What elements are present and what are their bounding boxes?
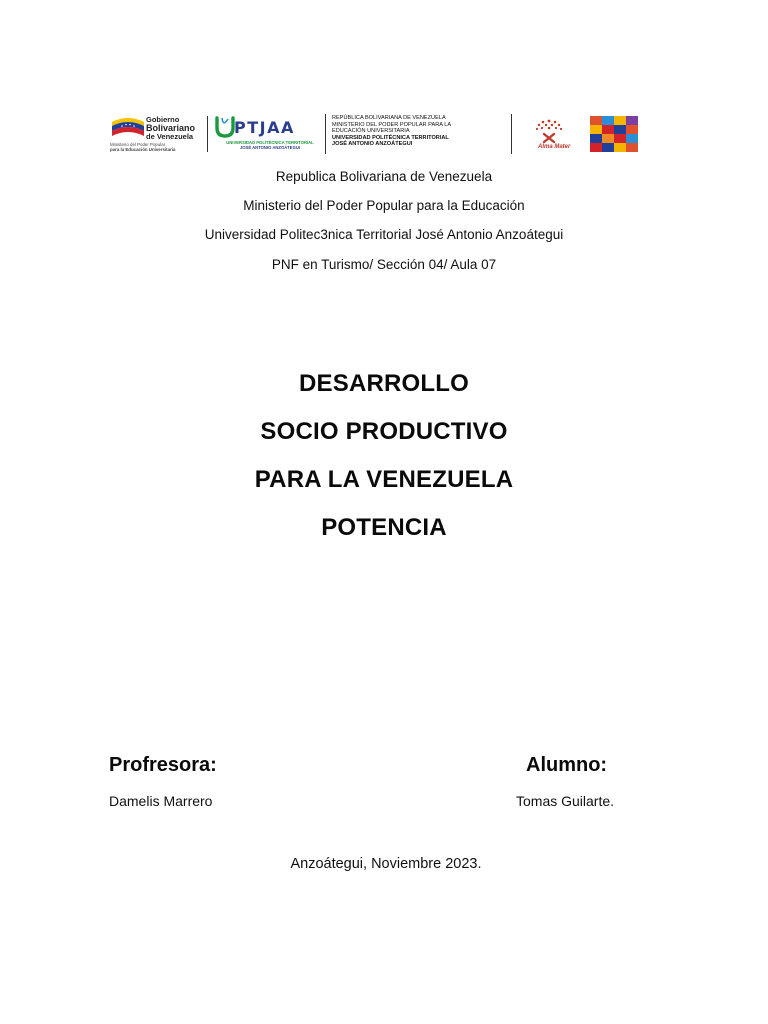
- header-line-ministry: Ministerio del Poder Popular para la Educación: [243, 198, 525, 213]
- colorful-mosaic-logo: [590, 116, 660, 154]
- banner-divider: [325, 114, 326, 154]
- uptjaa-sub-line-1: UNIVERSIDAD POLITÉCNICA TERRITORIAL: [226, 140, 314, 145]
- banner-divider: [207, 116, 208, 152]
- inst-line-1: REPÚBLICA BOLIVARIANA DE VENEZUELA: [332, 115, 446, 121]
- alma-mater-label: Alma Mater: [538, 144, 571, 150]
- uptjaa-u-icon: [214, 115, 236, 139]
- uptjaa-logo: [214, 112, 318, 156]
- header-line-university: Universidad Politec3nica Territorial José Antonio Anzoátegui: [204, 227, 564, 242]
- mosaic-pattern-icon: [590, 116, 650, 152]
- teacher-label: Profresora:: [109, 754, 217, 776]
- inst-line-4: UNIVERSIDAD POLITÉCNICA TERRITORIAL: [332, 134, 449, 141]
- banner-divider: [511, 114, 512, 154]
- teacher-name: Damelis Marrero: [109, 793, 213, 809]
- uptjaa-subtitle: [218, 140, 322, 150]
- uptjaa-sub-line-2: JOSÉ ANTONIO ANZOÁTEGUI: [239, 145, 301, 150]
- place-and-date: Anzoátegui, Noviembre 2023.: [290, 856, 482, 872]
- gobierno-bolivariano-logo: [108, 112, 204, 154]
- title-line-1: DESARROLLO: [299, 370, 469, 397]
- alma-mater-logo: [522, 116, 576, 154]
- gobierno-subtitle: [110, 142, 204, 152]
- student-label: Alumno:: [526, 754, 608, 776]
- title-line-3: PARA LA VENEZUELA: [254, 466, 514, 493]
- gob-title-line-1: Gobierno: [146, 115, 180, 124]
- inst-line-2: MINISTERIO DEL PODER POPULAR PARA LA: [332, 121, 452, 128]
- gob-sub-line-1: Ministerio del Poder Popular: [110, 142, 166, 147]
- student-name: Tomas Guilarte.: [516, 793, 615, 809]
- venezuela-flag-icon: [110, 114, 146, 142]
- inst-line-3: EDUCACIÓN UNIVERSITARIA: [332, 128, 410, 135]
- gobierno-title: [146, 116, 195, 140]
- alma-mater-star-icon: [522, 116, 576, 146]
- title-line-4: POTENCIA: [321, 514, 447, 541]
- institution-text-block: [332, 115, 508, 148]
- header-line-program: PNF en Turismo/ Sección 04/ Aula 07: [271, 257, 497, 272]
- logo-banner: [108, 112, 660, 156]
- gob-title-line-3: de Venezuela: [146, 131, 194, 141]
- mosaic-label: A: [634, 135, 639, 141]
- inst-line-5: JOSÉ ANTONIO ANZOÁTEGUI: [332, 141, 413, 148]
- gob-sub-line-2: para la Educación Universitaria: [110, 147, 176, 152]
- header-line-republic: Republica Bolivariana de Venezuela: [275, 169, 493, 184]
- uptjaa-wordmark: PTJAA: [234, 118, 295, 137]
- title-line-2: SOCIO PRODUCTIVO: [260, 418, 508, 445]
- gob-title-line-2: Bolivariano: [146, 122, 196, 133]
